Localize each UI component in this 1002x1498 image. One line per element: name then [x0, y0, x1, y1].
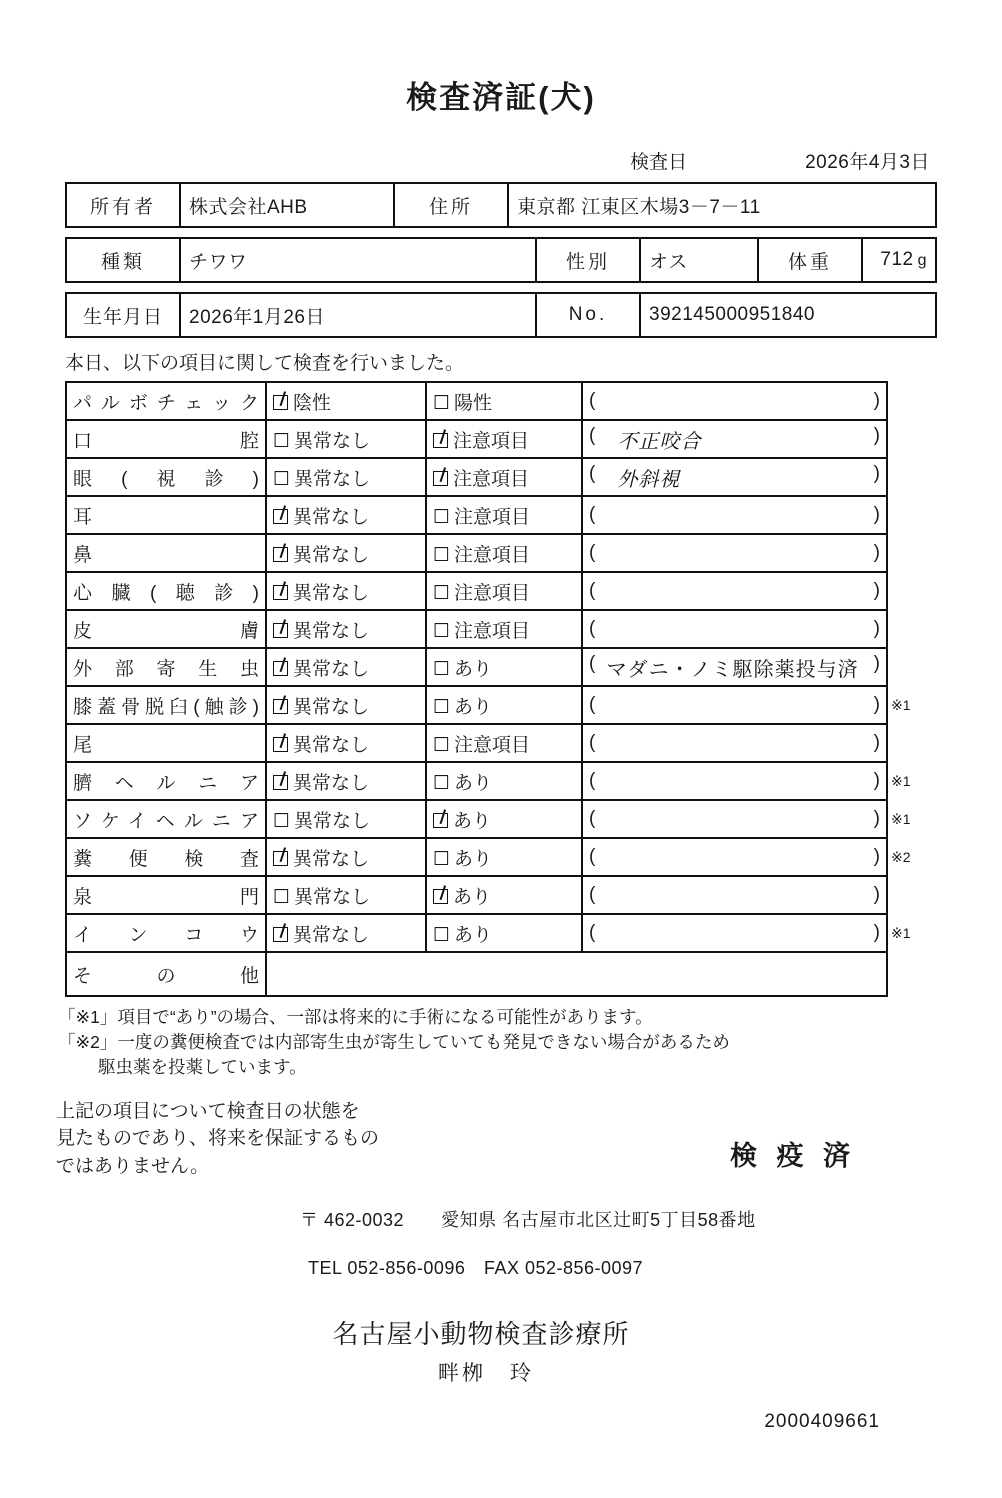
exam-date-label: 検査日 [630, 152, 688, 173]
option-finding-checkbox[interactable] [426, 648, 582, 686]
remark-cell[interactable] [582, 914, 887, 952]
clinic-name: 名古屋小動物検査診療所 [332, 1319, 630, 1350]
person-name: 畔栁 玲 [438, 1362, 534, 1386]
inspection-item-label: 耳 [66, 496, 266, 534]
empty-box-icon [273, 430, 290, 453]
footnote-marker [887, 572, 936, 610]
inspection-item-label: 膝蓋骨脱臼(触診) [66, 686, 266, 724]
paren-left: ( [589, 580, 596, 601]
inspection-row [66, 496, 936, 534]
remark-cell[interactable] [582, 420, 887, 458]
owner-row [66, 183, 936, 227]
paren-left: ( [589, 808, 596, 829]
empty-box-icon [433, 392, 450, 415]
owner-info-table [65, 182, 937, 228]
address-label: 住所 [394, 183, 508, 227]
option-finding-checkbox[interactable] [426, 800, 582, 838]
breed-row [66, 238, 936, 282]
option-normal-label: 陰性 [293, 392, 332, 414]
paren-right: ) [873, 504, 880, 525]
option-normal-checkbox[interactable] [266, 534, 426, 572]
empty-box-icon [433, 506, 450, 529]
inspection-item-label: 口腔 [66, 420, 266, 458]
option-finding-label: あり [454, 658, 493, 680]
option-finding-label: 注意項目 [454, 506, 531, 528]
option-normal-checkbox[interactable] [266, 800, 426, 838]
option-normal-label: 異常なし [294, 810, 371, 832]
inspection-row [66, 876, 936, 914]
footnote-marker: ※1 [891, 810, 911, 827]
option-normal-checkbox[interactable] [266, 572, 426, 610]
option-finding-label: 注意項目 [453, 468, 530, 490]
owner-label: 所有者 [66, 183, 180, 227]
option-normal-label: 異常なし [293, 582, 370, 604]
paren-right: ) [873, 884, 880, 905]
remark-cell[interactable] [582, 496, 887, 534]
option-finding-label: あり [454, 924, 493, 946]
inspection-item-label: インコウ [66, 914, 266, 952]
remark-cell[interactable] [582, 534, 887, 572]
option-normal-checkbox[interactable] [266, 382, 426, 420]
option-finding-label: あり [454, 696, 493, 718]
option-normal-label: 異常なし [294, 468, 371, 490]
remark-cell[interactable] [582, 686, 887, 724]
option-finding-checkbox[interactable] [426, 914, 582, 952]
paren-right: ) [873, 462, 880, 484]
footnote-marker [887, 876, 936, 914]
inspection-row [66, 914, 936, 952]
inspection-item-label: パルボチェック [66, 382, 266, 420]
pet-info-table [65, 237, 937, 338]
paren-left: ( [589, 846, 596, 867]
option-normal-label: 異常なし [293, 506, 370, 528]
disclaimer-line-3: ではありません。 [56, 1155, 210, 1177]
footnote-marker [887, 496, 936, 534]
checked-box-icon [433, 433, 449, 449]
paren-left: ( [589, 770, 596, 791]
option-finding-checkbox[interactable] [426, 572, 582, 610]
checked-box-icon [273, 509, 289, 525]
paren-left: ( [589, 618, 596, 639]
empty-box-icon [433, 658, 450, 681]
option-normal-label: 異常なし [293, 772, 370, 794]
inspection-item-label: 皮膚 [66, 610, 266, 648]
owner-value: 株式会社AHB [180, 183, 394, 227]
footnote-marker: ※2 [891, 848, 911, 865]
footnotes [54, 1005, 948, 1080]
inspection-row [66, 382, 936, 420]
empty-box-icon [433, 696, 450, 719]
option-finding-label: 注意項目 [454, 734, 531, 756]
footnote-1: 「※1」項目で“あり”の場合、一部は将来的に手術になる可能性があります。 [58, 1007, 653, 1027]
paren-left: ( [589, 652, 596, 674]
inspection-row [66, 686, 936, 724]
breed-value: チワワ [180, 238, 536, 282]
birthdate-row [66, 293, 936, 337]
other-value[interactable] [266, 952, 887, 996]
paren-left: ( [589, 922, 596, 943]
inspection-row [66, 572, 936, 610]
option-finding-checkbox[interactable] [426, 762, 582, 800]
page-title: 検査済証(犬) [406, 80, 596, 115]
option-finding-label: 注意項目 [454, 620, 531, 642]
checked-box-icon [273, 699, 289, 715]
postal-address: 〒 462-0032 愛知県 名古屋市北区辻町5丁目58番地 [300, 1210, 756, 1231]
inspection-row [66, 610, 936, 648]
remark-cell[interactable] [582, 458, 887, 496]
inspection-row [66, 534, 936, 572]
checked-box-icon [433, 471, 449, 487]
remark-text: 外斜視 [617, 466, 681, 491]
empty-box-icon [273, 810, 290, 833]
checked-box-icon [273, 775, 289, 791]
birthdate-label: 生年月日 [66, 293, 180, 337]
option-finding-label: 陽性 [454, 392, 493, 414]
address-value: 東京都 江東区木場3－7－11 [508, 183, 936, 227]
remark-cell[interactable] [582, 762, 887, 800]
option-finding-checkbox[interactable] [426, 686, 582, 724]
breed-label: 種類 [66, 238, 180, 282]
inspection-row [66, 458, 936, 496]
paren-left: ( [589, 732, 596, 753]
checked-box-icon [273, 737, 289, 753]
inspection-table [65, 381, 937, 997]
footnote-marker [887, 458, 936, 496]
footnote-3: 駆虫薬を投薬しています。 [98, 1056, 307, 1077]
empty-box-icon [433, 848, 450, 871]
paren-left: ( [589, 424, 596, 446]
certificate-page [0, 72, 1002, 1498]
option-finding-checkbox[interactable] [426, 382, 582, 420]
footnote-marker [887, 610, 936, 648]
checked-box-icon [273, 661, 289, 677]
paren-right: ) [873, 770, 880, 791]
remark-cell[interactable] [582, 572, 887, 610]
birthdate-value: 2026年1月26日 [180, 293, 536, 337]
footnote-marker: ※1 [891, 924, 911, 941]
option-normal-checkbox[interactable] [266, 496, 426, 534]
exam-date-row [0, 147, 930, 174]
option-finding-checkbox[interactable] [426, 458, 582, 496]
empty-box-icon [433, 734, 450, 757]
paren-right: ) [873, 424, 880, 446]
weight-label: 体重 [758, 238, 862, 282]
option-normal-checkbox[interactable] [266, 610, 426, 648]
paren-left: ( [589, 884, 596, 905]
weight-value: 712 [880, 249, 914, 270]
footnote-marker: ※1 [891, 696, 911, 713]
paren-left: ( [589, 542, 596, 563]
empty-box-icon [433, 924, 450, 947]
weight-unit: g [917, 252, 927, 269]
remark-cell[interactable] [582, 876, 887, 914]
sex-label: 性別 [536, 238, 640, 282]
inspection-row [66, 838, 936, 876]
option-normal-checkbox[interactable] [266, 762, 426, 800]
option-finding-checkbox[interactable] [426, 534, 582, 572]
option-normal-checkbox[interactable] [266, 914, 426, 952]
intro-text: 本日、以下の項目に関して検査を行いました。 [65, 353, 465, 374]
remark-text: 不正咬合 [617, 428, 702, 453]
paren-right: ) [873, 580, 880, 601]
empty-box-icon [433, 620, 450, 643]
footnote-marker [887, 382, 936, 420]
inspection-item-label: 外部寄生虫 [66, 648, 266, 686]
remark-cell[interactable] [582, 610, 887, 648]
paren-right: ) [873, 618, 880, 639]
option-finding-checkbox[interactable] [426, 838, 582, 876]
checked-box-icon [273, 851, 289, 867]
option-normal-checkbox[interactable] [266, 648, 426, 686]
option-finding-checkbox[interactable] [426, 420, 582, 458]
remark-cell[interactable] [582, 648, 887, 686]
other-label: その他 [66, 952, 266, 996]
option-finding-label: 注意項目 [453, 430, 530, 452]
remark-cell[interactable] [582, 724, 887, 762]
quarantine-stamp: 検 疫 済 [729, 1140, 856, 1171]
paren-left: ( [589, 390, 596, 411]
empty-box-icon [433, 772, 450, 795]
option-normal-label: 異常なし [293, 924, 370, 946]
empty-box-icon [273, 468, 290, 491]
option-normal-label: 異常なし [293, 620, 370, 642]
option-normal-checkbox[interactable] [266, 686, 426, 724]
option-finding-label: あり [454, 772, 493, 794]
inspection-item-label: 臍ヘルニア [66, 762, 266, 800]
sex-value: オス [640, 238, 758, 282]
no-label: No. [536, 293, 640, 337]
checked-box-icon [433, 813, 449, 829]
option-normal-checkbox[interactable] [266, 876, 426, 914]
footnote-marker: ※1 [891, 772, 911, 789]
paren-right: ) [873, 542, 880, 563]
option-finding-label: 注意項目 [454, 544, 531, 566]
inspection-item-label: 鼻 [66, 534, 266, 572]
remark-text: マダニ・ノミ駆除薬投与済 [606, 658, 859, 681]
option-normal-checkbox[interactable] [266, 724, 426, 762]
option-normal-label: 異常なし [294, 430, 371, 452]
option-normal-label: 異常なし [294, 886, 371, 908]
paren-right: ) [873, 732, 880, 753]
weight-value-cell [862, 238, 936, 282]
option-normal-label: 異常なし [293, 658, 370, 680]
inspection-item-label: 尾 [66, 724, 266, 762]
option-normal-checkbox[interactable] [266, 838, 426, 876]
option-finding-checkbox[interactable] [426, 610, 582, 648]
checked-box-icon [433, 889, 449, 905]
paren-left: ( [589, 694, 596, 715]
paren-left: ( [589, 504, 596, 525]
footnote-marker [887, 648, 936, 686]
option-finding-checkbox[interactable] [426, 496, 582, 534]
checked-box-icon [273, 585, 289, 601]
no-value: 392145000951840 [640, 293, 936, 337]
exam-date-value: 2026年4月3日 [805, 152, 930, 173]
inspection-row [66, 762, 936, 800]
option-finding-label: あり [454, 848, 493, 870]
inspection-item-label: 心臓(聴診) [66, 572, 266, 610]
inspection-row [66, 420, 936, 458]
footnote-marker [887, 724, 936, 762]
option-normal-label: 異常なし [293, 848, 370, 870]
checked-box-icon [273, 927, 289, 943]
inspection-item-label: ソケイヘルニア [66, 800, 266, 838]
footer-block [50, 1098, 952, 1434]
paren-right: ) [873, 808, 880, 829]
disclaimer-line-1: 上記の項目について検査日の状態を [56, 1100, 360, 1122]
checked-box-icon [273, 395, 289, 411]
option-finding-checkbox[interactable] [426, 724, 582, 762]
empty-box-icon [433, 544, 450, 567]
inspection-item-label: 泉門 [66, 876, 266, 914]
option-normal-label: 異常なし [293, 734, 370, 756]
option-finding-checkbox[interactable] [426, 876, 582, 914]
inspection-row [66, 648, 936, 686]
footnote-marker [887, 534, 936, 572]
option-finding-label: 注意項目 [454, 582, 531, 604]
empty-box-icon [273, 886, 290, 909]
remark-cell[interactable] [582, 800, 887, 838]
inspection-item-label: 眼(視診) [66, 458, 266, 496]
footnote-marker [887, 420, 936, 458]
option-normal-checkbox[interactable] [266, 420, 426, 458]
paren-right: ) [873, 694, 880, 715]
option-normal-label: 異常なし [293, 696, 370, 718]
empty-box-icon [433, 582, 450, 605]
other-footnote-marker [887, 952, 936, 996]
paren-left: ( [589, 462, 596, 484]
option-normal-checkbox[interactable] [266, 458, 426, 496]
footnote-2: 「※2」一度の糞便検査では内部寄生虫が寄生していても発見できない場合があるため [58, 1031, 730, 1052]
option-finding-label: あり [453, 886, 492, 908]
checked-box-icon [273, 623, 289, 639]
other-row [66, 952, 936, 996]
inspection-row [66, 724, 936, 762]
remark-cell[interactable] [582, 838, 887, 876]
option-normal-label: 異常なし [293, 544, 370, 566]
inspection-row [66, 800, 936, 838]
tel-fax: TEL 052-856-0096 FAX 052-856-0097 [308, 1258, 644, 1279]
disclaimer-line-2: 見たものであり、将来を保証するもの [56, 1128, 380, 1150]
paren-right: ) [873, 846, 880, 867]
paren-right: ) [873, 390, 880, 411]
option-finding-label: あり [453, 810, 492, 832]
paren-right: ) [873, 652, 880, 674]
serial-number: 2000409661 [764, 1411, 880, 1433]
remark-cell[interactable] [582, 382, 887, 420]
inspection-item-label: 糞便検査 [66, 838, 266, 876]
checked-box-icon [273, 547, 289, 563]
paren-right: ) [873, 922, 880, 943]
